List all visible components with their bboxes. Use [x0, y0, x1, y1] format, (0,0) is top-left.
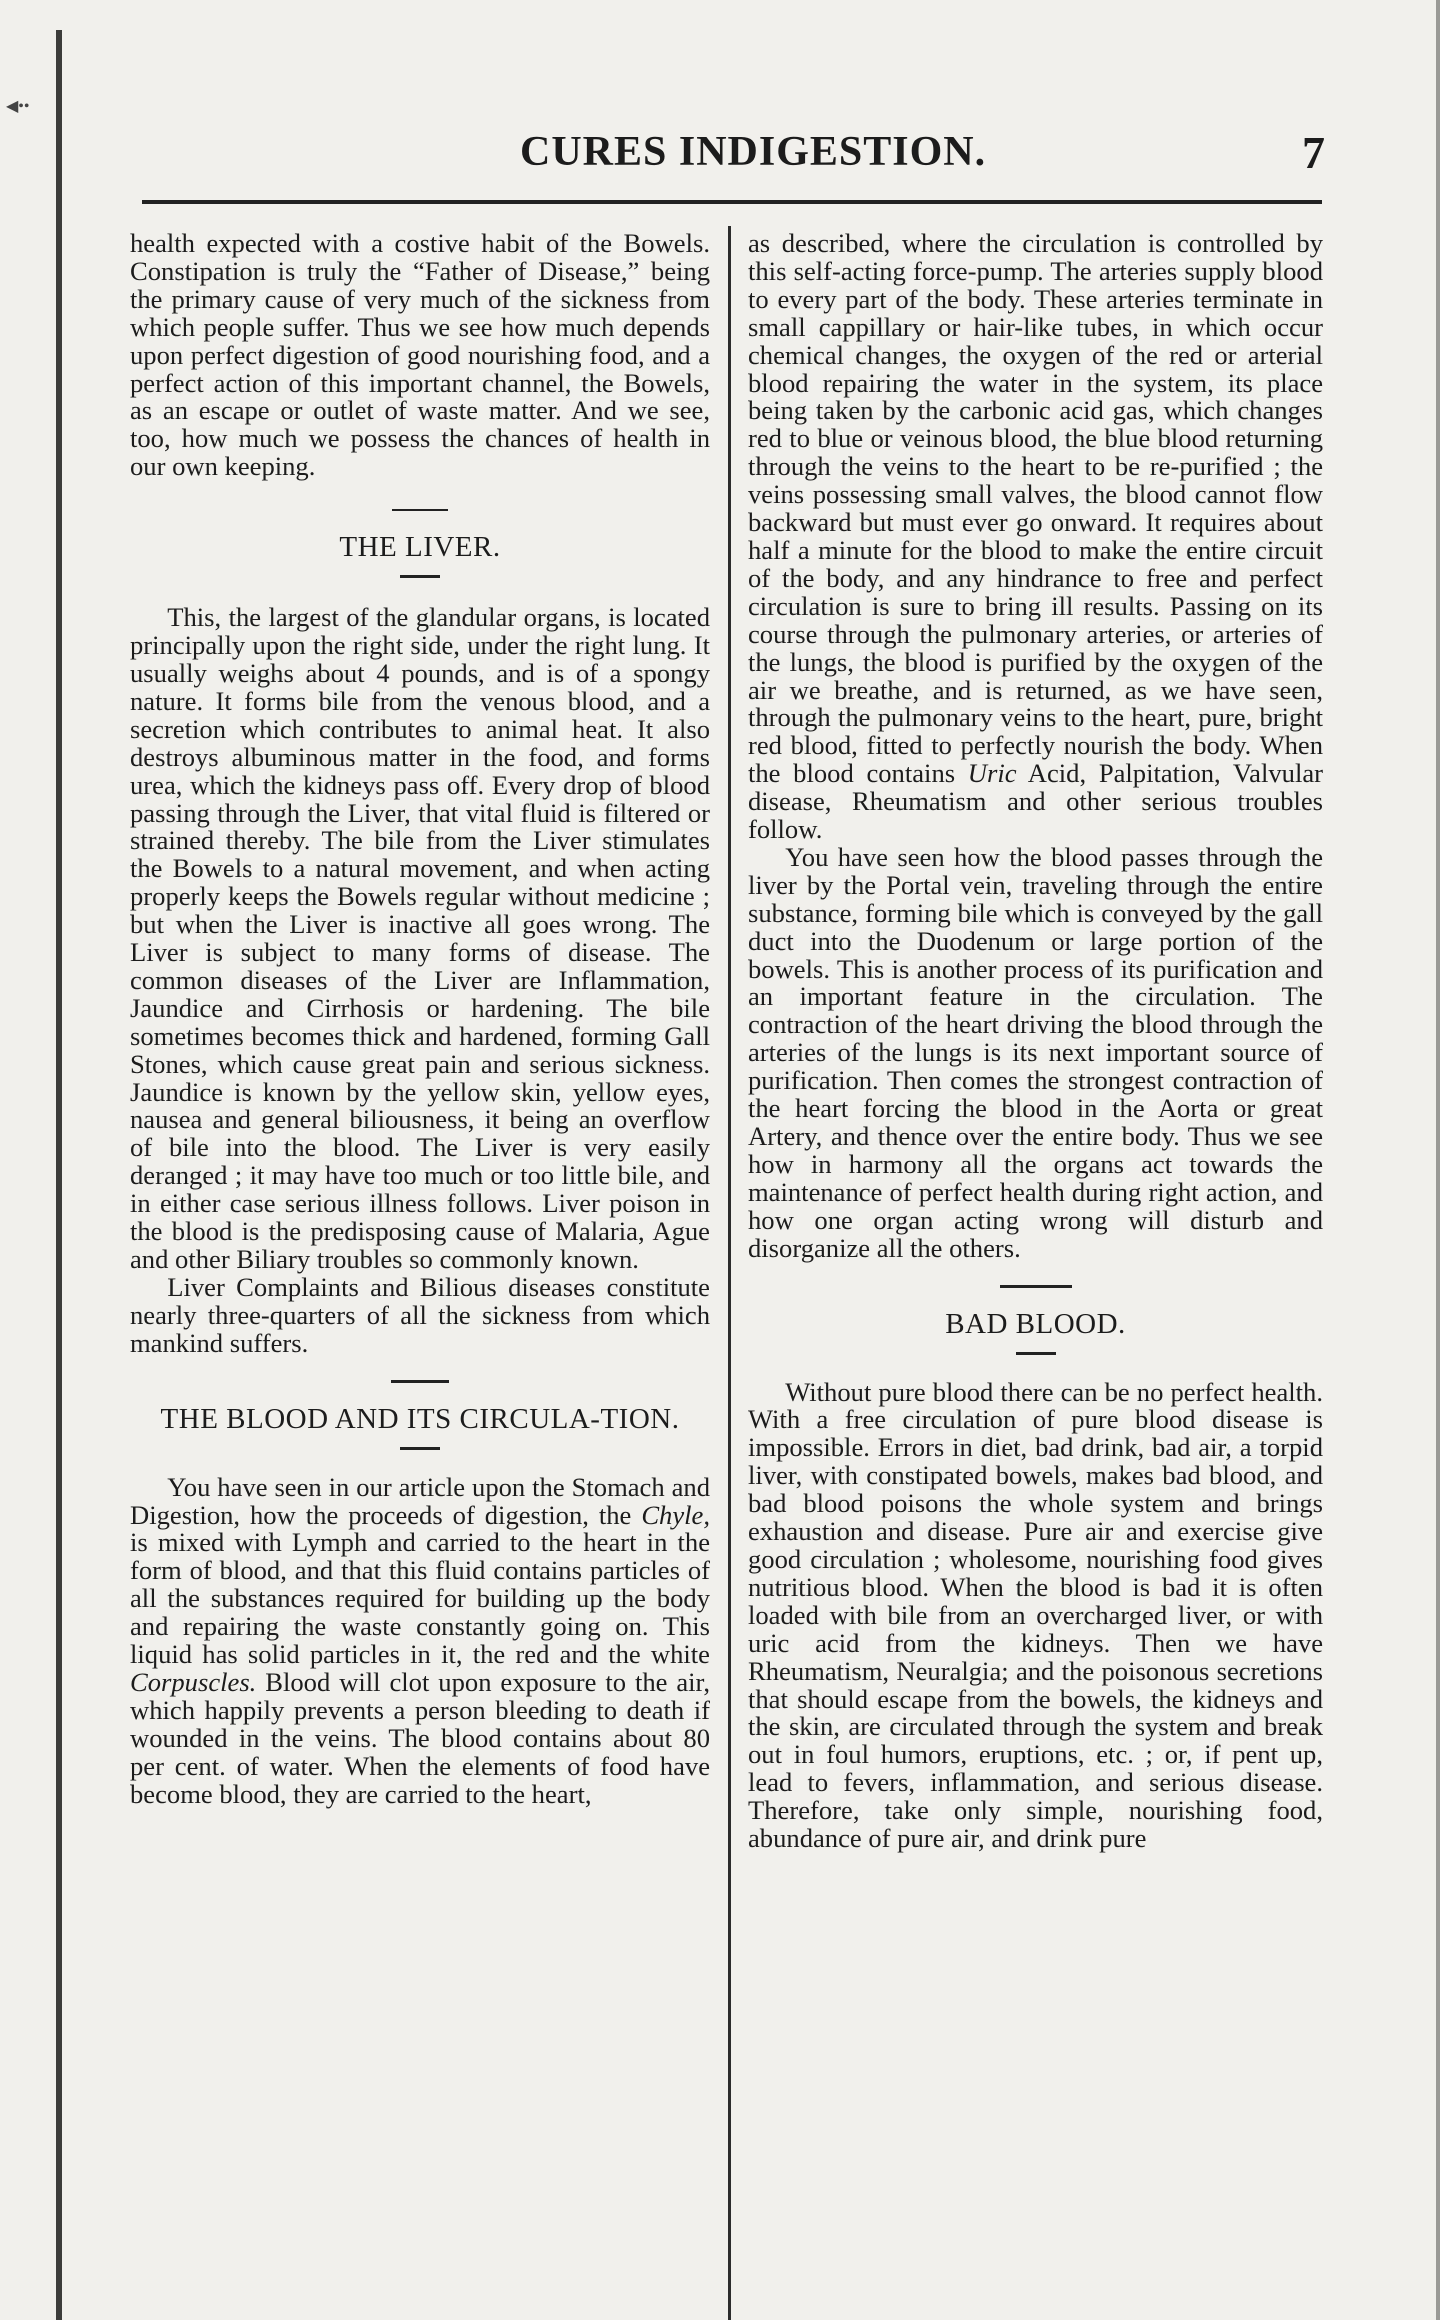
heading-bad-blood: BAD BLOOD. — [945, 1307, 1126, 1340]
heading-the-liver: THE LIVER. — [339, 531, 501, 564]
margin-mark-icon: ◀•• — [6, 98, 30, 115]
paragraph-bad-blood: Without pure blood there can be no perfect health. With a free circulation of pure blood disease is impossible. Errors in diet, bad drink, bad air, a torpid liver, with constipated bowels, makes bad blood, and bad blood poisons the whole system and brings exhaustion and disease. Pure air and exercise give good circulation ; wholesome, nourishing food gives nutritious blood. When the blood is bad it is often loaded with bile from an overcharged liver, or with uric acid from the kidneys. Then we have Rheumatism, Neuralgia; and the poisonous secretions that should escape from the bowels, the kidneys and the skin, are circulated through the system and break out in foul humors, eruptions, etc. ; or, if pent up, lead to fevers, inflammation, and serious disease. Therefore, take only simple, nourishing food, abundance of pure air, and drink pure — [748, 1376, 1323, 1854]
section-rule — [1016, 1352, 1056, 1355]
section-rule — [391, 1380, 449, 1383]
paragraph-liver: This, the largest of the glandular organs, is located principally upon the right side, under the right lung. It usually weighs about 4 pounds, and is of a spongy nature. It forms bile from the venous blood, and a secretion which contributes to animal heat. It also destroys albuminous matter in the food, and forms urea, which the kidneys pass off. Every drop of blood passing through the Liver, that vital fluid is filtered or strained thereby. The bile from the Liver stimulates the Bowels to a natural movement, and when acting properly keeps the Bowels regular without medicine ; but when the Liver is inactive all goes wrong. The Liver is subject to many forms of disease. The common diseases of the Liver are Inflammation, Jaundice and Cirrhosis or hardening. The bile sometimes becomes thick and hardened, forming Gall Stones, which cause great pain and serious sickness. Jaundice is known by the yellow skin, yellow eyes, nausea and general biliousness, it being an overflow of bile into the blood. The Liver is very easily deranged ; it may have too much or too little bile, and in either case serious illness follows. Liver poison in the blood is the predisposing cause of Malaria, Ague and other Biliary troubles so commonly known. — [130, 602, 710, 1274]
paragraph-liver-complaints: Liver Complaints and Bilious diseases constitute nearly three-quarters of all the sickness from which mankind suffers. — [130, 1271, 710, 1358]
paragraph-blood — [130, 1471, 710, 1809]
chyle-term: Chyle, — [641, 1499, 710, 1530]
paragraph-constipation: health expected with a costive habit of the Bowels. Constipation is truly the “Father of Disease,” being the primary cause of very much of the sickness from which people suffer. Thus we see how much depends upon perfect digestion of good nourishing food, and a perfect action of this important channel, the Bowels, as an escape or outlet of waste matter. And we see, too, how much we possess the chances of health in our own keeping. — [130, 228, 710, 482]
heading-blood-circulation: THE BLOOD AND ITS CIRCULA-TION. — [160, 1402, 680, 1435]
section-rule — [400, 575, 440, 578]
corpuscles-term: Corpuscles. — [130, 1666, 257, 1697]
right-column — [748, 230, 1323, 1853]
running-head: CURES INDIGESTION. — [520, 129, 987, 175]
paragraph-circulation — [748, 230, 1323, 844]
blood-text-part: is mixed with Lymph and carried to the heart in the form of blood, and that this fluid contains particles of all the substances required for building up the body and repairing the waste constantly going on. This liquid has solid particles in it, the red and the white — [130, 1527, 710, 1670]
binding-edge — [56, 30, 62, 2320]
blood-text-part: Blood will clot upon exposure to the air, which happily prevents a person bleeding to death if wounded in the veins. The blood contains about 80 per cent. of water. When the elements of food have become blood, they are carried to the heart, — [130, 1666, 710, 1809]
circulation-text-part: as described, where the circulation is controlled by this self-acting force-pump. The arteries supply blood to every part of the body. These arteries terminate in small cappillary or hair-like tubes, in which occur chemical changes, the oxygen of the red or arterial blood repairing the water in the system, its place being taken by the carbonic acid gas, which changes red to blue or veinous blood, the blue blood returning through the veins to the heart to be re-purified ; the veins possessing small valves, the blood cannot flow backward but must ever go onward. It requires about half a minute for the blood to make the entire circuit of the body, and any hindrance to free and perfect circulation is sure to bring ill results. Passing on its course through the pulmonary arteries, or arteries of the lungs, the blood is purified by the oxygen of the air we breathe, and is returned, as we have seen, through the pulmonary veins to the heart, pure, bright red blood, fitted to perfectly nourish the body. When the blood contains — [748, 228, 1323, 789]
page-number: 7 — [1302, 127, 1325, 178]
left-column — [130, 230, 710, 1809]
section-rule — [1000, 1285, 1072, 1288]
header-rule — [142, 200, 1322, 204]
column-divider — [728, 226, 731, 2320]
section-rule — [400, 1447, 440, 1450]
blood-text-part: You have seen in our article upon the Stomach and Digestion, how the proceeds of digestion, the — [130, 1471, 710, 1530]
circulation-text-part: Acid, Palpitation, Valvular disease, Rheumatism and other serious troubles follow. — [748, 758, 1324, 845]
uric-term: Uric — [967, 758, 1017, 789]
section-rule — [392, 509, 448, 511]
paragraph-portal-vein: You have seen how the blood passes through the liver by the Portal vein, traveling through the entire substance, forming bile which is conveyed by the gall duct into the Duodenum or large portion of the bowels. This is another process of its purification and an important feature in the circulation. The contraction of the heart driving the blood through the arteries of the lungs is its next important source of purification. Then comes the strongest contraction of the heart forcing the blood in the Aorta or great Artery, and thence over the entire body. Thus we see how in harmony all the organs act towards the maintenance of perfect health during right action, and how one organ acting wrong will disturb and disorganize all the others. — [748, 841, 1323, 1263]
